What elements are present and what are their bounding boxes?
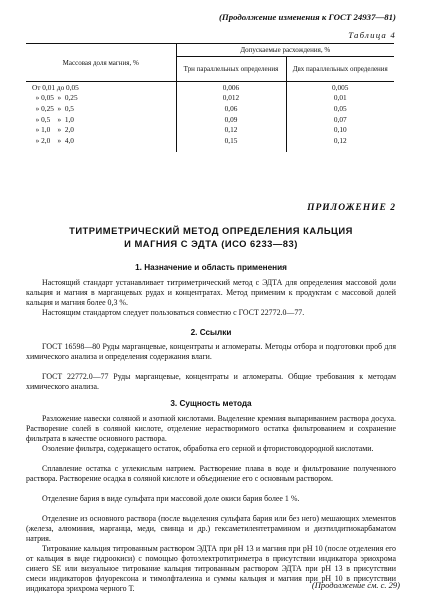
section-3-paragraph-1: Разложение навески соляной и азотной кислотами. Выделение кремния выпариванием раствора досуха. Растворение солей в соляной кислоте, отделение нерастворимого остатка фильтрованием и сохранение фильтрата в качестве основного раствора.: [26, 414, 396, 443]
col-header-magnesium: Массовая доля магния, %: [26, 44, 176, 82]
two-determinations-cell: 0,005: [286, 82, 394, 93]
two-determinations-cell: 0,05: [286, 103, 394, 114]
section-1-paragraph-2: Настоящим стандартом следует пользоваться совместно с ГОСТ 22772.0—77.: [42, 308, 305, 317]
section-1-heading: 1. Назначение и область применения: [135, 263, 287, 272]
range-cell: » 1,0 » 2,0: [32, 125, 74, 135]
table-row: [26, 93, 394, 104]
range-cell: » 0,25 » 0,5: [32, 103, 74, 113]
three-determinations-cell: 0,15: [176, 135, 286, 146]
table-row: [26, 135, 394, 146]
range-cell: » 0,05 » 0,25: [32, 93, 78, 103]
section-3-paragraph-5: Отделение из основного раствора (после выделения сульфата бария или без него) мешающих элементов (железа, алюминия, марганца, меди, свинца и др.) гексаметилентетрамином и диэтилдитиокарбаматом натрия.: [26, 514, 396, 543]
section-3-heading: 3. Сущность метода: [170, 399, 252, 408]
three-determinations-cell: 0,12: [176, 124, 286, 135]
section-3-paragraph-3: Сплавление остатка с углекислым натрием. Растворение плава в воде и фильтрование полученного раствора. Растворение осадка в соляной кислоте и объединение его с основным раствором.: [26, 464, 396, 483]
tolerance-table: [26, 43, 394, 152]
two-determinations-cell: 0,07: [286, 114, 394, 125]
table-row: [26, 103, 394, 114]
continuation-footer: (Продолжение см. с. 29): [311, 580, 400, 590]
three-determinations-cell: 0,006: [176, 82, 286, 93]
three-determinations-cell: 0,09: [176, 114, 286, 125]
section-2-heading: 2. Ссылки: [190, 328, 232, 337]
table-caption: Таблица 4: [348, 30, 396, 40]
section-2-paragraph-2: ГОСТ 22772.0—77 Руды марганцевые, концентраты и агломераты. Общие требования к методам химического анализа.: [26, 372, 396, 391]
title-line-2: И МАГНИЯ С ЭДТА (ИСО 6233—83): [124, 237, 298, 249]
table-row: [26, 114, 394, 125]
continuation-header: (Продолжение изменения к ГОСТ 24937—81): [218, 12, 396, 22]
two-determinations-cell: 0,10: [286, 124, 394, 135]
table-row: [26, 124, 394, 135]
table-spacer-row: [26, 146, 394, 152]
document-title: [26, 225, 396, 250]
range-cell: От 0,01 до 0,05: [32, 82, 79, 92]
two-determinations-cell: 0,12: [286, 135, 394, 146]
title-line-1: ТИТРИМЕТРИЧЕСКИЙ МЕТОД ОПРЕДЕЛЕНИЯ КАЛЬЦИЯ: [69, 225, 353, 236]
section-2-paragraph-1: ГОСТ 16598—80 Руды марганцевые, концентраты и агломераты. Методы отбора и подготовки проб для химического анализа и определения содержания влаги.: [26, 342, 396, 361]
range-cell: » 0,5 » 1,0: [32, 114, 74, 124]
section-3-paragraph-2: Озоление фильтра, содержащего остаток, обработка его серной и фтористоводородной кислотами.: [42, 444, 374, 453]
section-1-paragraph-1: Настоящий стандарт устанавливает титриметрический метод с ЭДТА для определения массовой доли кальция и магния в марганцевых рудах и концентратах. Метод применим к продуктам с массовой долей кальция и магния более 0,3 %.: [26, 278, 396, 307]
appendix-label: ПРИЛОЖЕНИЕ 2: [307, 203, 396, 213]
table-row: [26, 82, 394, 93]
col-header-three: Трн параллельных определения: [176, 57, 286, 82]
col-header-two: Двх параллельных определения: [286, 57, 394, 82]
table-body: [26, 82, 394, 152]
three-determinations-cell: 0,012: [176, 93, 286, 104]
range-cell: » 2,0 » 4,0: [32, 135, 74, 145]
section-3-paragraph-6: Титрование кальция титрованным раствором ЭДТА при pH 13 и магния при pH 10 (после отделения его от кальция в виде гидроокиси) с помощью фотоэлектротитриметра в присутствии индикатора эриохрома синего SE или визуальное титрование кальция титрованным раствором ЭДТА при pH 13 в присутствии смеси индикаторов флуорексона и тимолфталеина и суммы кальция и магния при pH 10 в присутствии индикатора эрихрома черного Т.: [26, 544, 396, 593]
three-determinations-cell: 0,06: [176, 103, 286, 114]
section-3-paragraph-4: Отделение бария в виде сульфата при массовой доле окиси бария более 1 %.: [42, 494, 300, 503]
two-determinations-cell: 0,01: [286, 93, 394, 104]
group-header-tolerance: Допускаемые расхождения, %: [176, 44, 394, 57]
